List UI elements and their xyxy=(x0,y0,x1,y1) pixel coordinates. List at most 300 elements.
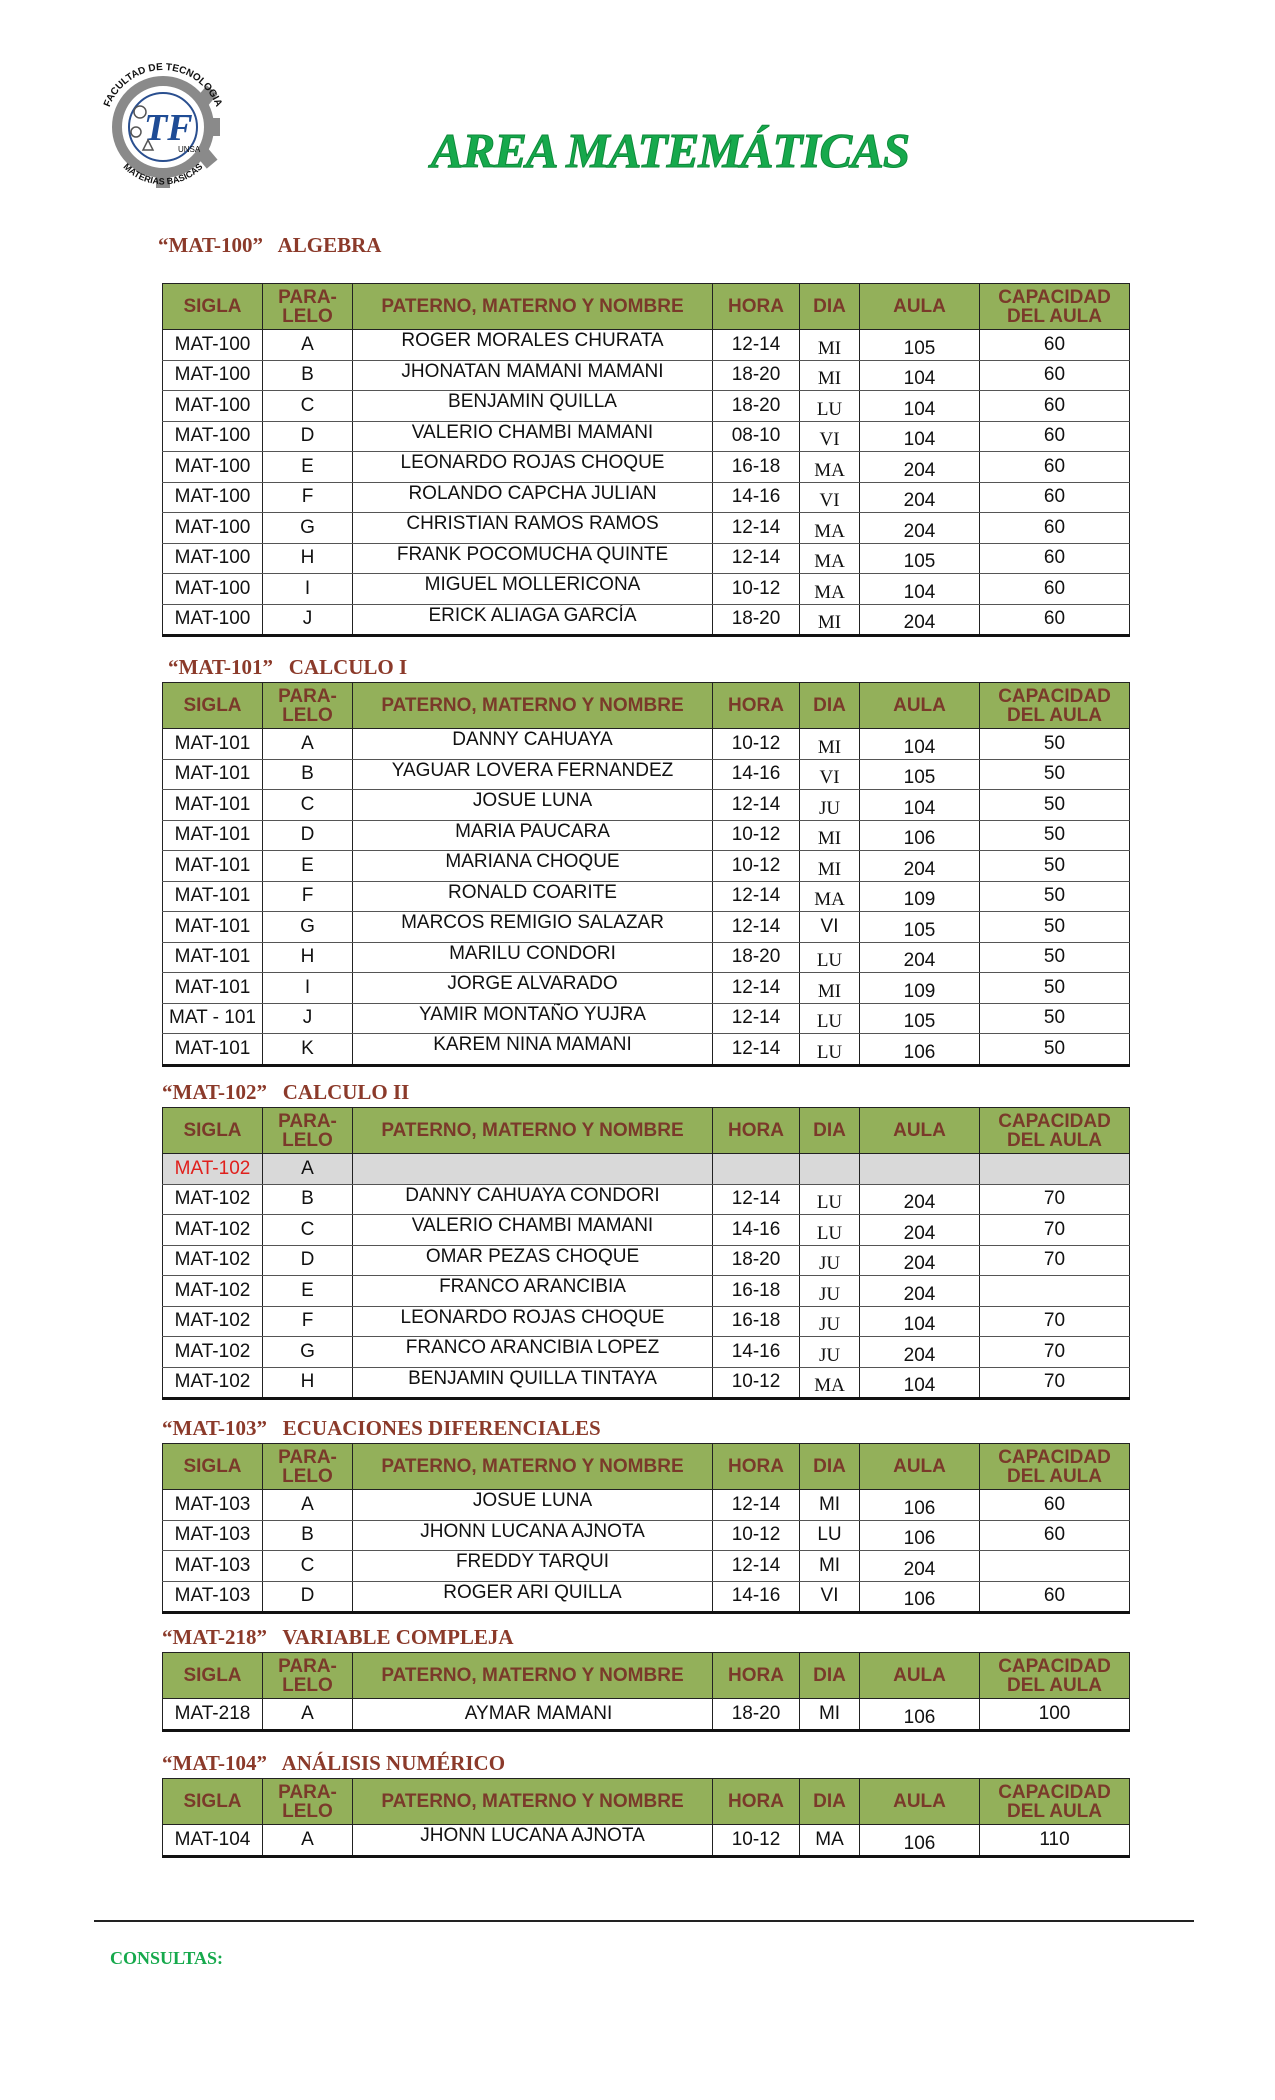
table-header-row xyxy=(163,1779,1130,1825)
header-capacidad xyxy=(980,1779,1130,1825)
cell-sigla: MAT-101 xyxy=(163,912,263,943)
cell-sigla: MAT-102 xyxy=(163,1184,263,1215)
cell-capacidad: 50 xyxy=(980,820,1130,851)
cell-aula: 204 xyxy=(860,1245,980,1276)
cell-nombre: ROLANDO CAPCHA JULIAN xyxy=(353,482,713,513)
header-aula xyxy=(860,1779,980,1825)
header-aula-text: AULA xyxy=(893,1120,946,1141)
cell-sigla: MAT-103 xyxy=(163,1581,263,1613)
cell-capacidad: 60 xyxy=(980,360,1130,391)
cell-dia: JU xyxy=(800,1276,860,1307)
cell-dia: MA xyxy=(800,881,860,912)
header-paralelo-text: PARA- xyxy=(278,1655,337,1677)
cell-sigla: MAT-102 xyxy=(163,1367,263,1399)
schedule-table xyxy=(162,1778,1130,1858)
header-paralelo-text: LELO xyxy=(282,305,333,327)
header-nombre xyxy=(353,284,713,330)
cell-sigla: MAT-103 xyxy=(163,1551,263,1582)
header-hora xyxy=(713,1653,800,1699)
cell-hora: 18-20 xyxy=(713,1245,800,1276)
cell-capacidad: 70 xyxy=(980,1367,1130,1399)
cell-capacidad: 60 xyxy=(980,391,1130,422)
cell-dia: MA xyxy=(800,1825,860,1857)
cell-dia: VI xyxy=(800,759,860,790)
cell-capacidad: 60 xyxy=(980,543,1130,574)
cell-capacidad: 70 xyxy=(980,1245,1130,1276)
header-paralelo-text: PARA- xyxy=(278,1446,337,1468)
cell-aula: 204 xyxy=(860,942,980,973)
cell-nombre: DANNY CAHUAYA xyxy=(353,729,713,760)
cell-capacidad: 50 xyxy=(980,881,1130,912)
header-aula-text: AULA xyxy=(893,1665,946,1686)
table-row xyxy=(163,1825,1130,1857)
header-sigla xyxy=(163,1779,263,1825)
header-capacidad-text: CAPACIDAD xyxy=(998,286,1111,308)
cell-dia: LU xyxy=(800,1215,860,1246)
cell-capacidad: 50 xyxy=(980,912,1130,943)
cell-hora: 12-14 xyxy=(713,790,800,821)
table-row xyxy=(163,1699,1130,1731)
schedule-table xyxy=(162,682,1130,1067)
header-paralelo-text: PARA- xyxy=(278,286,337,308)
table-row xyxy=(163,729,1130,760)
cell-aula: 104 xyxy=(860,391,980,422)
cell-hora: 12-14 xyxy=(713,1034,800,1066)
table-row xyxy=(163,1245,1130,1276)
cell-sigla: MAT-100 xyxy=(163,513,263,544)
table-header-row xyxy=(163,683,1130,729)
cell-aula: 204 xyxy=(860,851,980,882)
cell-hora: 12-14 xyxy=(713,1490,800,1521)
table-row xyxy=(163,881,1130,912)
cell-hora: 18-20 xyxy=(713,391,800,422)
section-title-mat100: “MAT-100” ALGEBRA xyxy=(158,233,382,257)
table-row xyxy=(163,759,1130,790)
cell-aula: 204 xyxy=(860,482,980,513)
cell-capacidad: 60 xyxy=(980,452,1130,483)
cell-dia: LU xyxy=(800,1003,860,1034)
header-aula-text: AULA xyxy=(893,1791,946,1812)
cell-nombre: MARILU CONDORI xyxy=(353,942,713,973)
cell-capacidad: 60 xyxy=(980,513,1130,544)
header-aula xyxy=(860,683,980,729)
cell-sigla: MAT-104 xyxy=(163,1825,263,1857)
cell-nombre: JORGE ALVARADO xyxy=(353,973,713,1004)
header-capacidad xyxy=(980,1444,1130,1490)
table-row xyxy=(163,1215,1130,1246)
cell-aula: 109 xyxy=(860,881,980,912)
cell-capacidad: 50 xyxy=(980,790,1130,821)
logo-sub: UNSA xyxy=(178,145,201,154)
cell-capacidad xyxy=(980,1154,1130,1185)
cell-nombre: BENJAMIN QUILLA TINTAYA xyxy=(353,1367,713,1399)
cell-aula: 105 xyxy=(860,912,980,943)
cell-dia: MI xyxy=(800,360,860,391)
table-row xyxy=(163,1337,1130,1368)
header-sigla xyxy=(163,284,263,330)
cell-dia: MI xyxy=(800,1551,860,1582)
header-sigla-text: SIGLA xyxy=(183,1120,242,1141)
header-hora xyxy=(713,1779,800,1825)
header-dia xyxy=(800,1779,860,1825)
table-row xyxy=(163,1551,1130,1582)
cell-dia: JU xyxy=(800,1337,860,1368)
header-dia xyxy=(800,1653,860,1699)
header-capacidad-text: CAPACIDAD xyxy=(998,1655,1111,1677)
cell-paralelo: C xyxy=(263,790,353,821)
cell-paralelo: A xyxy=(263,330,353,361)
header-nombre xyxy=(353,1779,713,1825)
header-dia-text: DIA xyxy=(813,296,846,317)
header-sigla-text: SIGLA xyxy=(183,695,242,716)
cell-dia: JU xyxy=(800,1306,860,1337)
cell-nombre: FRANK POCOMUCHA QUINTE xyxy=(353,543,713,574)
cell-aula: 106 xyxy=(860,1581,980,1613)
cell-aula: 104 xyxy=(860,1367,980,1399)
cell-capacidad: 50 xyxy=(980,1003,1130,1034)
cell-nombre xyxy=(353,1154,713,1185)
cell-capacidad: 60 xyxy=(980,1581,1130,1613)
table-row xyxy=(163,330,1130,361)
header-paralelo-text: LELO xyxy=(282,704,333,726)
cell-nombre: ROGER ARI QUILLA xyxy=(353,1581,713,1613)
header-sigla-text: SIGLA xyxy=(183,1665,242,1686)
cell-sigla: MAT-101 xyxy=(163,942,263,973)
footer-divider xyxy=(94,1920,1194,1922)
header-nombre xyxy=(353,1444,713,1490)
cell-aula: 104 xyxy=(860,1306,980,1337)
section-title-mat103: “MAT-103” ECUACIONES DIFERENCIALES xyxy=(162,1416,601,1440)
header-dia xyxy=(800,683,860,729)
header-paralelo xyxy=(263,1779,353,1825)
header-hora xyxy=(713,1444,800,1490)
header-capacidad-text: DEL AULA xyxy=(1007,1465,1102,1487)
cell-nombre: YAGUAR LOVERA FERNANDEZ xyxy=(353,759,713,790)
cell-hora: 10-12 xyxy=(713,820,800,851)
cell-dia xyxy=(800,1154,860,1185)
cell-paralelo: A xyxy=(263,1154,353,1185)
cell-sigla: MAT-218 xyxy=(163,1699,263,1731)
cell-hora: 12-14 xyxy=(713,1551,800,1582)
header-capacidad xyxy=(980,284,1130,330)
cell-aula: 106 xyxy=(860,1825,980,1857)
cell-sigla: MAT - 101 xyxy=(163,1003,263,1034)
header-nombre-text: PATERNO, MATERNO Y NOMBRE xyxy=(381,296,684,317)
cell-dia: MA xyxy=(800,574,860,605)
cell-sigla: MAT-102 xyxy=(163,1245,263,1276)
cell-paralelo: A xyxy=(263,729,353,760)
cell-paralelo: J xyxy=(263,1003,353,1034)
cell-paralelo: F xyxy=(263,1306,353,1337)
header-sigla xyxy=(163,1444,263,1490)
cell-nombre: YAMIR MONTAÑO YUJRA xyxy=(353,1003,713,1034)
section-title-mat104: “MAT-104” ANÁLISIS NUMÉRICO xyxy=(162,1751,506,1775)
cell-aula: 204 xyxy=(860,1276,980,1307)
table-row xyxy=(163,574,1130,605)
header-aula xyxy=(860,1444,980,1490)
cell-dia: LU xyxy=(800,1184,860,1215)
header-capacidad xyxy=(980,683,1130,729)
cell-aula: 204 xyxy=(860,1184,980,1215)
cell-nombre: ROGER MORALES CHURATA xyxy=(353,330,713,361)
cell-dia: MI xyxy=(800,604,860,636)
cell-dia: MA xyxy=(800,452,860,483)
cell-aula: 104 xyxy=(860,790,980,821)
cell-dia: MA xyxy=(800,1367,860,1399)
cell-nombre: JHONN LUCANA AJNOTA xyxy=(353,1520,713,1551)
table-row xyxy=(163,973,1130,1004)
cell-hora: 14-16 xyxy=(713,1581,800,1613)
cell-capacidad: 100 xyxy=(980,1699,1130,1731)
header-dia xyxy=(800,1108,860,1154)
cell-sigla: MAT-101 xyxy=(163,1034,263,1066)
cell-paralelo: E xyxy=(263,1276,353,1307)
cell-paralelo: J xyxy=(263,604,353,636)
header-paralelo-text: LELO xyxy=(282,1674,333,1696)
header-nombre-text: PATERNO, MATERNO Y NOMBRE xyxy=(381,695,684,716)
header-nombre-text: PATERNO, MATERNO Y NOMBRE xyxy=(381,1665,684,1686)
cell-paralelo: D xyxy=(263,1245,353,1276)
header-dia xyxy=(800,1444,860,1490)
header-paralelo xyxy=(263,1653,353,1699)
logo-top-text: FACULTAD DE TECNOLOGIA xyxy=(102,61,224,109)
cell-capacidad xyxy=(980,1276,1130,1307)
header-paralelo-text: LELO xyxy=(282,1465,333,1487)
header-hora xyxy=(713,683,800,729)
cell-hora: 14-16 xyxy=(713,1215,800,1246)
cell-hora: 10-12 xyxy=(713,729,800,760)
cell-nombre: VALERIO CHAMBI MAMANI xyxy=(353,1215,713,1246)
table-row xyxy=(163,820,1130,851)
cell-paralelo: H xyxy=(263,543,353,574)
cell-capacidad: 60 xyxy=(980,482,1130,513)
cell-capacidad: 50 xyxy=(980,759,1130,790)
cell-nombre: FREDDY TARQUI xyxy=(353,1551,713,1582)
cell-sigla: MAT-100 xyxy=(163,604,263,636)
header-hora-text: HORA xyxy=(728,1791,784,1812)
logo-monogram: TF xyxy=(144,107,193,149)
header-aula-text: AULA xyxy=(893,296,946,317)
cell-paralelo: B xyxy=(263,1520,353,1551)
cell-paralelo: C xyxy=(263,391,353,422)
cell-capacidad: 60 xyxy=(980,1520,1130,1551)
cell-nombre: JHONN LUCANA AJNOTA xyxy=(353,1825,713,1857)
header-dia-text: DIA xyxy=(813,1665,846,1686)
cell-aula: 204 xyxy=(860,1215,980,1246)
cell-dia: LU xyxy=(800,942,860,973)
cell-sigla: MAT-101 xyxy=(163,820,263,851)
table-row xyxy=(163,1154,1130,1185)
header-dia xyxy=(800,284,860,330)
cell-aula: 104 xyxy=(860,729,980,760)
schedule-table xyxy=(162,283,1130,637)
cell-paralelo: C xyxy=(263,1551,353,1582)
header-paralelo xyxy=(263,1444,353,1490)
cell-aula: 105 xyxy=(860,759,980,790)
cell-nombre: BENJAMIN QUILLA xyxy=(353,391,713,422)
cell-dia: MI xyxy=(800,729,860,760)
cell-nombre: ERICK ALIAGA GARCÍA xyxy=(353,604,713,636)
cell-aula: 204 xyxy=(860,513,980,544)
cell-paralelo: B xyxy=(263,759,353,790)
header-capacidad-text: CAPACIDAD xyxy=(998,1446,1111,1468)
cell-dia: MA xyxy=(800,513,860,544)
cell-aula: 204 xyxy=(860,604,980,636)
cell-sigla: MAT-100 xyxy=(163,330,263,361)
header-hora-text: HORA xyxy=(728,1665,784,1686)
cell-aula: 104 xyxy=(860,360,980,391)
cell-paralelo: D xyxy=(263,421,353,452)
cell-paralelo: C xyxy=(263,1215,353,1246)
header-capacidad-text: CAPACIDAD xyxy=(998,685,1111,707)
header-sigla-text: SIGLA xyxy=(183,296,242,317)
cell-nombre: JHONATAN MAMANI MAMANI xyxy=(353,360,713,391)
header-capacidad-text: CAPACIDAD xyxy=(998,1781,1111,1803)
header-aula xyxy=(860,1653,980,1699)
cell-sigla: MAT-101 xyxy=(163,973,263,1004)
cell-dia: JU xyxy=(800,1245,860,1276)
cell-nombre: RONALD COARITE xyxy=(353,881,713,912)
header-paralelo-text: PARA- xyxy=(278,685,337,707)
header-hora xyxy=(713,284,800,330)
header-aula xyxy=(860,284,980,330)
header-nombre xyxy=(353,1653,713,1699)
header-paralelo-text: LELO xyxy=(282,1129,333,1151)
cell-paralelo: B xyxy=(263,1184,353,1215)
cell-dia: MI xyxy=(800,1490,860,1521)
cell-nombre: MIGUEL MOLLERICONA xyxy=(353,574,713,605)
cell-sigla: MAT-101 xyxy=(163,790,263,821)
cell-nombre: LEONARDO ROJAS CHOQUE xyxy=(353,452,713,483)
cell-aula: 106 xyxy=(860,1520,980,1551)
section-title-mat101: “MAT-101” CALCULO I xyxy=(168,655,408,679)
cell-aula: 104 xyxy=(860,421,980,452)
header-nombre-text: PATERNO, MATERNO Y NOMBRE xyxy=(381,1120,684,1141)
header-hora-text: HORA xyxy=(728,695,784,716)
cell-dia: VI xyxy=(800,421,860,452)
cell-hora: 08-10 xyxy=(713,421,800,452)
cell-hora: 16-18 xyxy=(713,452,800,483)
cell-dia: MI xyxy=(800,820,860,851)
cell-dia: MI xyxy=(800,851,860,882)
cell-capacidad: 60 xyxy=(980,604,1130,636)
cell-hora: 12-14 xyxy=(713,1184,800,1215)
cell-aula: 204 xyxy=(860,1337,980,1368)
cell-sigla: MAT-100 xyxy=(163,482,263,513)
cell-nombre: MARCOS REMIGIO SALAZAR xyxy=(353,912,713,943)
cell-hora: 18-20 xyxy=(713,1699,800,1731)
header-nombre xyxy=(353,683,713,729)
cell-hora: 12-14 xyxy=(713,912,800,943)
cell-dia: MI xyxy=(800,1699,860,1731)
cell-sigla: MAT-102 xyxy=(163,1215,263,1246)
table-row xyxy=(163,1003,1130,1034)
cell-sigla: MAT-101 xyxy=(163,759,263,790)
cell-dia: LU xyxy=(800,1520,860,1551)
cell-capacidad: 50 xyxy=(980,851,1130,882)
faculty-logo xyxy=(88,52,238,202)
cell-capacidad: 70 xyxy=(980,1215,1130,1246)
cell-nombre: JOSUE LUNA xyxy=(353,1490,713,1521)
consultas-label: CONSULTAS: xyxy=(110,1948,224,1968)
cell-capacidad: 50 xyxy=(980,1034,1130,1066)
cell-paralelo: G xyxy=(263,1337,353,1368)
schedule-table xyxy=(162,1443,1130,1614)
cell-paralelo: E xyxy=(263,452,353,483)
cell-aula xyxy=(860,1154,980,1185)
cell-dia: VI xyxy=(800,482,860,513)
header-capacidad xyxy=(980,1108,1130,1154)
cell-capacidad: 60 xyxy=(980,1490,1130,1521)
table-row xyxy=(163,1276,1130,1307)
table-row xyxy=(163,1367,1130,1399)
header-paralelo xyxy=(263,1108,353,1154)
cell-sigla: MAT-101 xyxy=(163,729,263,760)
cell-hora: 12-14 xyxy=(713,973,800,1004)
cell-sigla: MAT-102 xyxy=(163,1337,263,1368)
cell-capacidad: 70 xyxy=(980,1337,1130,1368)
section-title-mat102: “MAT-102” CALCULO II xyxy=(162,1080,410,1104)
cell-nombre: JOSUE LUNA xyxy=(353,790,713,821)
cell-sigla: MAT-102 xyxy=(163,1306,263,1337)
cell-dia: MI xyxy=(800,973,860,1004)
table-row xyxy=(163,851,1130,882)
cell-sigla: MAT-100 xyxy=(163,391,263,422)
cell-hora: 16-18 xyxy=(713,1276,800,1307)
header-paralelo-text: PARA- xyxy=(278,1110,337,1132)
cell-nombre: KAREM NINA MAMANI xyxy=(353,1034,713,1066)
header-sigla xyxy=(163,1108,263,1154)
header-dia-text: DIA xyxy=(813,1456,846,1477)
header-nombre-text: PATERNO, MATERNO Y NOMBRE xyxy=(381,1456,684,1477)
table-row xyxy=(163,1034,1130,1066)
cell-hora: 12-14 xyxy=(713,513,800,544)
cell-hora: 12-14 xyxy=(713,881,800,912)
table-row xyxy=(163,452,1130,483)
cell-hora: 14-16 xyxy=(713,1337,800,1368)
cell-hora: 10-12 xyxy=(713,851,800,882)
header-paralelo-text: LELO xyxy=(282,1800,333,1822)
cell-sigla: MAT-100 xyxy=(163,452,263,483)
header-capacidad-text: DEL AULA xyxy=(1007,1674,1102,1696)
header-sigla xyxy=(163,683,263,729)
cell-capacidad: 70 xyxy=(980,1306,1130,1337)
table-row xyxy=(163,1581,1130,1613)
header-dia-text: DIA xyxy=(813,695,846,716)
table-header-row xyxy=(163,284,1130,330)
header-sigla-text: SIGLA xyxy=(183,1456,242,1477)
cell-aula: 105 xyxy=(860,543,980,574)
cell-aula: 106 xyxy=(860,1699,980,1731)
header-hora-text: HORA xyxy=(728,296,784,317)
table-row xyxy=(163,1306,1130,1337)
cell-aula: 106 xyxy=(860,1034,980,1066)
cell-hora: 18-20 xyxy=(713,604,800,636)
cell-hora: 18-20 xyxy=(713,942,800,973)
cell-sigla: MAT-103 xyxy=(163,1490,263,1521)
cell-nombre: FRANCO ARANCIBIA xyxy=(353,1276,713,1307)
cell-hora: 10-12 xyxy=(713,1367,800,1399)
cell-paralelo: A xyxy=(263,1490,353,1521)
cell-hora: 18-20 xyxy=(713,360,800,391)
cell-paralelo: A xyxy=(263,1699,353,1731)
cell-sigla: MAT-100 xyxy=(163,574,263,605)
cell-nombre: LEONARDO ROJAS CHOQUE xyxy=(353,1306,713,1337)
cell-dia: MA xyxy=(800,543,860,574)
cell-paralelo: F xyxy=(263,881,353,912)
cell-aula: 109 xyxy=(860,973,980,1004)
logo-bottom-text: MATERIAS BASICAS xyxy=(121,161,205,187)
